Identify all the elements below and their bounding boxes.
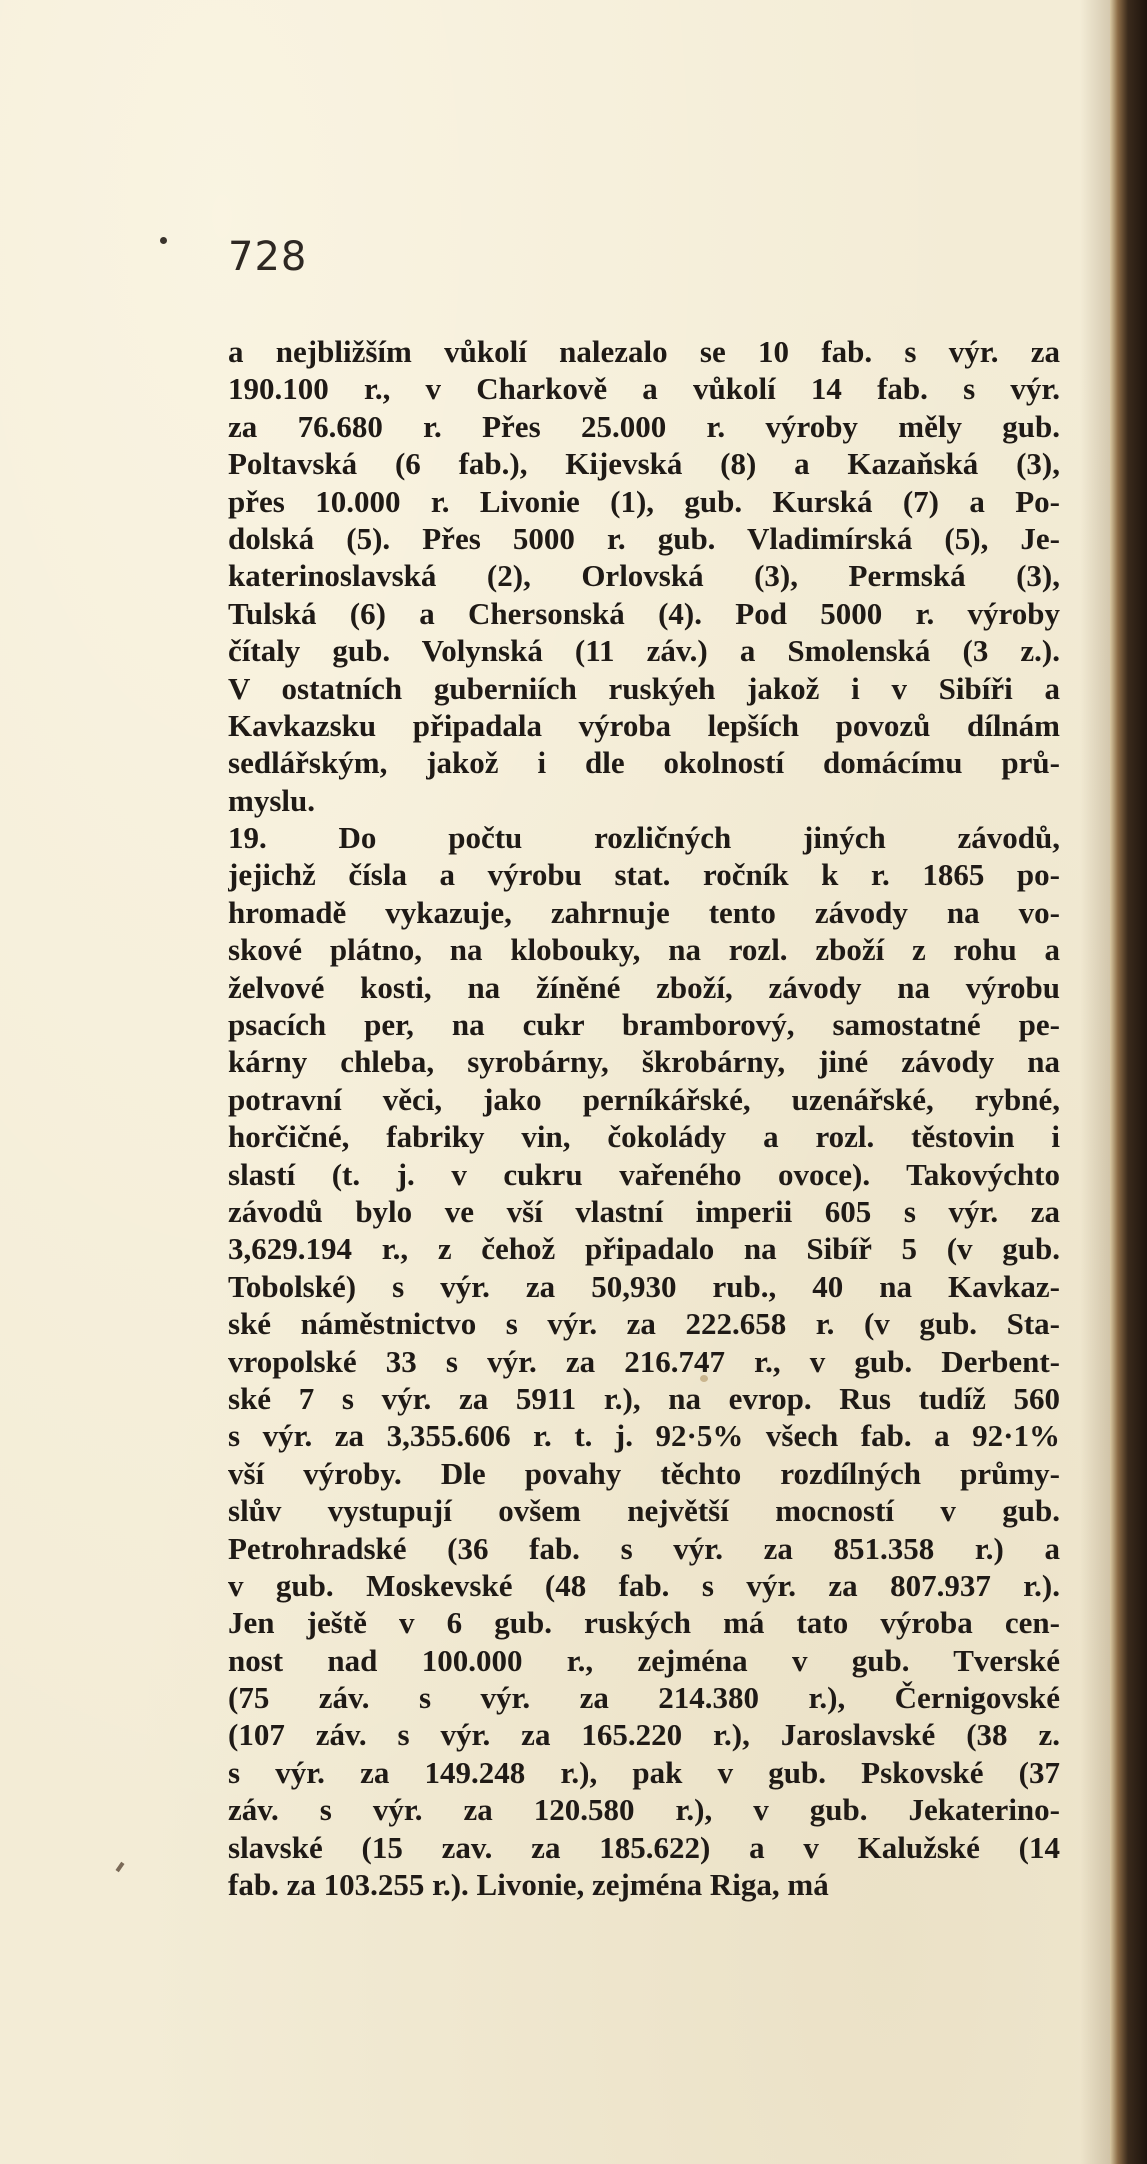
text-line: vropolské 33 s výr. za 216.747 r., v gub. Derbent- (228, 1343, 1060, 1379)
text-line: 19. Do počtu rozličných jiných závodů, (228, 820, 1060, 856)
text-line: Kavkazsku připadala výroba lepších povozů dílnám (228, 707, 1060, 743)
text-line: Jen ještě v 6 gub. ruských má tato výroba cen- (228, 1605, 1060, 1641)
text-line: závodů bylo ve vší vlastní imperii 605 s výr. za (228, 1193, 1060, 1229)
text-line: záv. s výr. za 120.580 r.), v gub. Jekaterino- (228, 1792, 1060, 1828)
page-number: 728 (228, 234, 308, 280)
text-line: vší výroby. Dle povahy těchto rozdílných průmy- (228, 1455, 1060, 1491)
text-line: (107 záv. s výr. za 165.220 r.), Jaroslavské (38 z. (228, 1717, 1060, 1753)
text-line: psacích per, na cukr bramborový, samostatné pe- (228, 1007, 1060, 1043)
text-line: s výr. za 3,355.606 r. t. j. 92·5% všech fab. a 92·1% (228, 1418, 1060, 1454)
text-line: kárny chleba, syrobárny, škrobárny, jiné závody na (228, 1044, 1060, 1080)
ink-dot (160, 237, 167, 244)
text-line: v gub. Moskevské (48 fab. s výr. za 807.937 r.). (228, 1567, 1060, 1603)
text-line: (75 záv. s výr. za 214.380 r.), Černigovské (228, 1680, 1060, 1716)
text-line: myslu. (228, 782, 315, 818)
text-line: slastí (t. j. v cukru vařeného ovoce). Takovýchto (228, 1156, 1060, 1192)
text-line: skové plátno, na klobouky, na rozl. zboží z rohu a (228, 932, 1060, 968)
text-line: jejichž čísla a výrobu stat. ročník k r. 1865 po- (228, 857, 1060, 893)
text-line: a nejbližším vůkolí nalezalo se 10 fab. s výr. za (228, 334, 1060, 369)
text-line: čítaly gub. Volynská (11 záv.) a Smolenská (3 z.). (228, 633, 1060, 669)
text-line: katerinoslavská (2), Orlovská (3), Permská (3), (228, 558, 1060, 594)
margin-mark (115, 1862, 124, 1872)
text-line: za 76.680 r. Přes 25.000 r. výroby měly gub. (228, 408, 1060, 444)
text-line: V ostatních guberniích ruskýeh jakož i v Sibíři a (228, 670, 1060, 706)
text-line: hromadě vykazuje, zahrnuje tento závody na vo- (228, 894, 1060, 930)
page-shadow (1080, 0, 1110, 2164)
text-line: ské náměstnictvo s výr. za 222.658 r. (v gub. Sta- (228, 1306, 1060, 1342)
text-line: Petrohradské (36 fab. s výr. za 851.358 r.) a (228, 1530, 1060, 1566)
text-line: slavské (15 zav. za 185.622) a v Kalužské (14 (228, 1829, 1060, 1865)
text-line: s výr. za 149.248 r.), pak v gub. Pskovské (37 (228, 1754, 1060, 1790)
text-line: želvové kosti, na žíněné zboží, závody na výrobu (228, 969, 1060, 1005)
text-line: nost nad 100.000 r., zejména v gub. Tverské (228, 1642, 1060, 1678)
text-line: Tulská (6) a Chersonská (4). Pod 5000 r. výroby (228, 595, 1060, 631)
text-line: horčičné, fabriky vin, čokolády a rozl. těstovin i (228, 1119, 1060, 1155)
text-line: 3,629.194 r., z čehož připadalo na Sibíř 5 (v gub. (228, 1231, 1060, 1267)
text-line: Tobolské) s výr. za 50,930 rub., 40 na Kavkaz- (228, 1268, 1060, 1304)
text-line: přes 10.000 r. Livonie (1), gub. Kurská (7) a Po- (228, 483, 1060, 519)
text-line: Poltavská (6 fab.), Kijevská (8) a Kazaňská (3), (228, 446, 1060, 482)
text-line: 190.100 r., v Charkově a vůkolí 14 fab. s výr. (228, 371, 1060, 407)
text-line: sedlářským, jakož i dle okolností domácímu prů- (228, 745, 1060, 781)
text-line: slův vystupují ovšem největší mocností v gub. (228, 1493, 1060, 1529)
text-line: ské 7 s výr. za 5911 r.), na evrop. Rus tudíž 560 (228, 1380, 1060, 1416)
text-line: potravní věci, jako perníkářské, uzenářské, rybné, (228, 1081, 1060, 1117)
text-line: fab. za 103.255 r.). Livonie, zejména Riga, má (228, 1867, 829, 1903)
book-binding-edge (1110, 0, 1147, 2164)
text-line: dolská (5). Přes 5000 r. gub. Vladimírská (5), Je- (228, 520, 1060, 556)
body-text (228, 333, 1060, 1903)
